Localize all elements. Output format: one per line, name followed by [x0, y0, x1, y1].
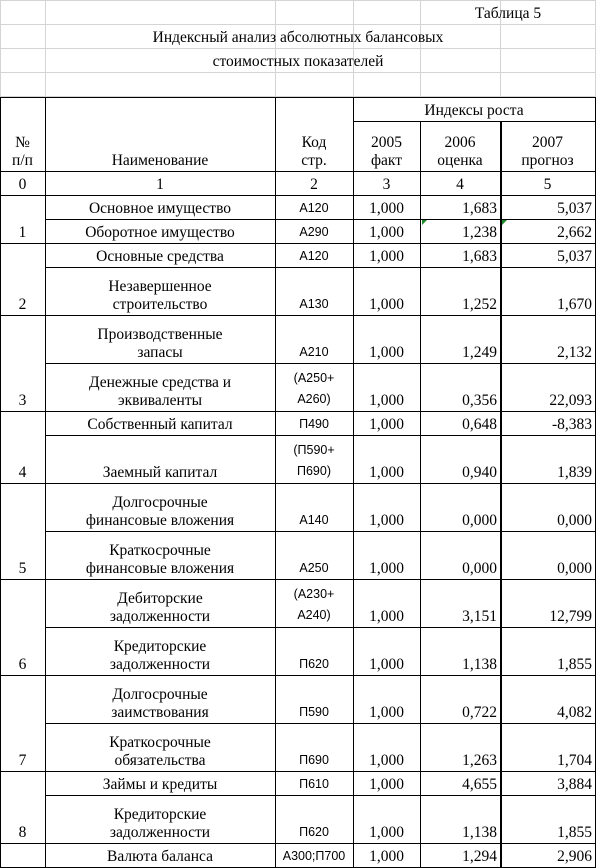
- row-14-code-line-1: П690: [299, 753, 329, 767]
- row-7-code-line-1: П490: [299, 417, 329, 431]
- column-number-4: 4: [456, 176, 464, 193]
- header-2006-line-2: оценка: [437, 152, 483, 169]
- row-4-name-line-1: Незавершенное: [108, 278, 212, 295]
- row-13-code: [275, 675, 353, 723]
- row-16-name-line-2: задолженности: [109, 824, 211, 841]
- row-12-code-line-1: П620: [299, 657, 329, 671]
- row-16-2007: 1,855: [557, 824, 592, 841]
- row-13-name-line-2: заимствования: [111, 704, 209, 721]
- row-5-2006: 1,249: [462, 344, 497, 361]
- row-16-code-line-1: П620: [299, 825, 329, 839]
- column-number-3: 3: [382, 176, 391, 193]
- row-2-2005: 1,000: [369, 224, 404, 241]
- row-12-2005: 1,000: [369, 656, 404, 673]
- row-5-name-line-2: запасы: [137, 344, 183, 361]
- row-11-code: [275, 579, 353, 627]
- header-2005: [353, 121, 420, 171]
- border-v-4: [420, 121, 421, 868]
- row-17-name: [45, 843, 275, 867]
- row-11-code-line-2: А240): [297, 608, 331, 622]
- header-2005-line-1: 2005: [371, 134, 402, 151]
- gridline-h-0: [0, 0, 596, 1]
- row-1-2005: 1,000: [369, 200, 404, 217]
- header-2006: [420, 121, 500, 171]
- row-9-2006: 0,000: [462, 512, 497, 529]
- header-num: [0, 121, 45, 171]
- row-5-2007: 2,132: [557, 344, 592, 361]
- row-9-name-line-2: финансовые вложения: [85, 512, 235, 529]
- row-4-code-line-1: А130: [299, 297, 329, 311]
- group-number-5: 5: [18, 560, 27, 577]
- row-10-2006: 0,000: [462, 560, 497, 577]
- row-14-code: [275, 723, 353, 771]
- row-7-code: [275, 411, 353, 435]
- header-2007: [500, 121, 595, 171]
- row-4-name: [45, 267, 275, 315]
- row-3-name: [45, 243, 275, 267]
- row-2-2006: 1,238: [462, 224, 497, 241]
- gridline-v-1: [45, 0, 46, 96]
- row-4-name-line-2: строительство: [112, 296, 208, 313]
- gridline-h-3: [0, 72, 596, 73]
- row-12-2006: 1,138: [462, 656, 497, 673]
- row-4-2006: 1,252: [462, 296, 497, 313]
- row-6-code-line-1: (А250+: [293, 371, 335, 385]
- row-7-name: [45, 411, 275, 435]
- row-4-2005: 1,000: [369, 296, 404, 313]
- row-7-2007: -8,383: [551, 416, 592, 433]
- row-10-name-line-1: Краткосрочные: [109, 542, 211, 559]
- row-16-code: [275, 795, 353, 843]
- row-6-name-line-2: эквиваленты: [117, 392, 203, 409]
- column-number-1: 1: [156, 176, 164, 193]
- header-2007-line-2: прогноз: [521, 152, 574, 169]
- row-16-2006: 1,138: [462, 824, 497, 841]
- row-6-2007: 22,093: [549, 392, 592, 409]
- row-6-name-line-1: Денежные средства и: [89, 374, 231, 391]
- row-15-2007: 3,884: [557, 776, 592, 793]
- row-3-code-line-1: А120: [299, 249, 329, 263]
- header-name: Наименование: [111, 152, 209, 169]
- row-12-2007: 1,855: [557, 656, 592, 673]
- table-title-line2: стоимостных показателей: [212, 53, 384, 70]
- header-code: [275, 121, 353, 171]
- header-growth-indices: Индексы роста: [424, 102, 524, 119]
- row-10-code: [275, 531, 353, 579]
- row-9-name: [45, 483, 275, 531]
- column-number-0: 0: [18, 176, 27, 193]
- row-5-2005: 1,000: [369, 344, 404, 361]
- row-10-2007: 0,000: [557, 560, 592, 577]
- row-1-2006: 1,683: [462, 200, 497, 217]
- row-15-2006: 4,655: [462, 776, 497, 793]
- row-16-name-line-1: Кредиторские: [113, 806, 207, 823]
- row-5-name: [45, 315, 275, 363]
- row-11-2006: 3,151: [462, 608, 497, 625]
- row-14-name-line-2: обязательства: [114, 752, 206, 769]
- row-9-2005: 1,000: [369, 512, 404, 529]
- row-11-name: [45, 579, 275, 627]
- row-15-name-line-1: Займы и кредиты: [102, 776, 218, 793]
- gridline-h-1: [0, 24, 596, 25]
- row-3-2006: 1,683: [462, 248, 497, 265]
- group-number-7: 7: [18, 752, 27, 769]
- row-3-2007: 5,037: [557, 248, 592, 265]
- row-3-2005: 1,000: [369, 248, 404, 265]
- row-8-code: [275, 435, 353, 483]
- row-2-2007: 2,662: [557, 224, 592, 241]
- row-15-code-line-1: П610: [299, 777, 329, 791]
- group-number-3: 3: [18, 392, 27, 409]
- column-number-5: 5: [543, 176, 552, 193]
- row-13-code-line-1: П590: [299, 705, 329, 719]
- row-8-name-line-1: Заемный капитал: [102, 464, 218, 481]
- row-11-name-line-2: задолженности: [109, 608, 211, 625]
- row-4-code: [275, 267, 353, 315]
- border-v-1: [45, 97, 46, 868]
- border-v-2: [275, 97, 276, 868]
- row-13-2005: 1,000: [369, 704, 404, 721]
- row-1-name: [45, 195, 275, 219]
- row-4-2007: 1,670: [557, 296, 592, 313]
- group-number-6: 6: [18, 656, 27, 673]
- row-7-name-line-1: Собственный капитал: [87, 416, 233, 433]
- gridline-v-0: [0, 0, 1, 96]
- row-6-name: [45, 363, 275, 411]
- row-8-2006: 0,940: [462, 464, 497, 481]
- row-14-2006: 1,263: [462, 752, 497, 769]
- row-16-2005: 1,000: [369, 824, 404, 841]
- row-2-name-line-1: Оборотное имущество: [85, 224, 235, 241]
- row-15-name: [45, 771, 275, 795]
- row-14-name-line-1: Краткосрочные: [109, 734, 211, 751]
- row-8-code-line-1: (П590+: [293, 443, 335, 457]
- row-1-2007: 5,037: [557, 200, 592, 217]
- row-6-2005: 1,000: [369, 392, 404, 409]
- group-number-1: 1: [18, 224, 27, 241]
- row-13-name: [45, 675, 275, 723]
- row-14-2007: 1,704: [557, 752, 592, 769]
- header-code-line-1: Код: [301, 134, 327, 151]
- cell-marker-icon: [502, 220, 507, 225]
- header-2005-line-2: факт: [370, 152, 403, 169]
- gridline-v-2: [275, 0, 276, 96]
- row-17-name-line-1: Валюта баланса: [107, 848, 213, 865]
- gridline-v-3: [353, 0, 354, 96]
- row-11-2005: 1,000: [369, 608, 404, 625]
- row-6-2006: 0,356: [462, 392, 497, 409]
- row-15-code: [275, 771, 353, 795]
- row-8-2005: 1,000: [369, 464, 404, 481]
- row-2-name: [45, 219, 275, 243]
- row-17-2007: 2,906: [557, 848, 592, 865]
- row-12-name: [45, 627, 275, 675]
- row-9-code: [275, 483, 353, 531]
- row-10-name: [45, 531, 275, 579]
- row-16-name: [45, 795, 275, 843]
- row-5-name-line-1: Производственные: [97, 326, 223, 343]
- row-8-name: [45, 435, 275, 483]
- row-5-code-line-1: А210: [299, 345, 329, 359]
- row-3-code: [275, 243, 353, 267]
- row-3-name-line-1: Основные средства: [96, 248, 224, 265]
- row-17-2005: 1,000: [369, 848, 404, 865]
- row-14-name: [45, 723, 275, 771]
- row-12-code: [275, 627, 353, 675]
- header-2007-line-1: 2007: [532, 134, 563, 151]
- row-12-name-line-1: Кредиторские: [113, 638, 207, 655]
- row-12-name-line-2: задолженности: [109, 656, 211, 673]
- row-8-code-line-2: П690): [296, 464, 331, 478]
- border-v-3: [353, 97, 354, 868]
- row-11-2007: 12,799: [549, 608, 592, 625]
- border-v-5: [500, 121, 502, 868]
- row-2-code-line-1: А290: [299, 225, 329, 239]
- row-10-name-line-2: финансовые вложения: [85, 560, 235, 577]
- column-number-2: 2: [310, 176, 318, 193]
- row-15-2005: 1,000: [369, 776, 404, 793]
- group-number-4: 4: [18, 464, 27, 481]
- row-10-2005: 1,000: [369, 560, 404, 577]
- row-1-code-line-1: А120: [299, 201, 329, 215]
- table-caption: Таблица 5: [474, 5, 542, 22]
- row-9-2007: 0,000: [557, 512, 592, 529]
- row-14-2005: 1,000: [369, 752, 404, 769]
- row-1-code: [275, 195, 353, 219]
- group-number-2: 2: [18, 296, 27, 313]
- row-10-code-line-1: А250: [299, 561, 329, 575]
- row-9-code-line-1: А140: [299, 513, 329, 527]
- cell-marker-icon: [422, 220, 427, 225]
- row-17-code: [275, 843, 353, 867]
- row-1-name-line-1: Основное имущество: [88, 200, 232, 217]
- row-2-code: [275, 219, 353, 243]
- gridline-h-2: [0, 48, 596, 49]
- row-6-code: [275, 363, 353, 411]
- header-2006-line-1: 2006: [444, 134, 476, 151]
- row-5-code: [275, 315, 353, 363]
- table-title-line1: Индексный анализ абсолютных балансовых: [152, 29, 444, 46]
- row-17-code-line-1: А300;П700: [282, 849, 346, 863]
- header-code-line-2: стр.: [301, 152, 327, 169]
- row-7-2005: 1,000: [369, 416, 404, 433]
- row-8-2007: 1,839: [557, 464, 592, 481]
- row-6-code-line-2: А260): [297, 392, 331, 406]
- row-11-code-line-1: (А230+: [293, 587, 335, 601]
- group-number-8: 8: [18, 824, 27, 841]
- row-7-2006: 0,648: [462, 416, 497, 433]
- row-13-2006: 0,722: [462, 704, 497, 721]
- header-num-line-2: п/п: [12, 152, 33, 169]
- row-17-2006: 1,294: [462, 848, 497, 865]
- row-9-name-line-1: Долгосрочные: [112, 494, 208, 511]
- border-v-0: [0, 97, 1, 868]
- row-13-2007: 4,082: [557, 704, 592, 721]
- row-11-name-line-1: Дебиторские: [117, 590, 203, 607]
- header-num-line-1: №: [15, 134, 30, 151]
- row-13-name-line-1: Долгосрочные: [112, 686, 208, 703]
